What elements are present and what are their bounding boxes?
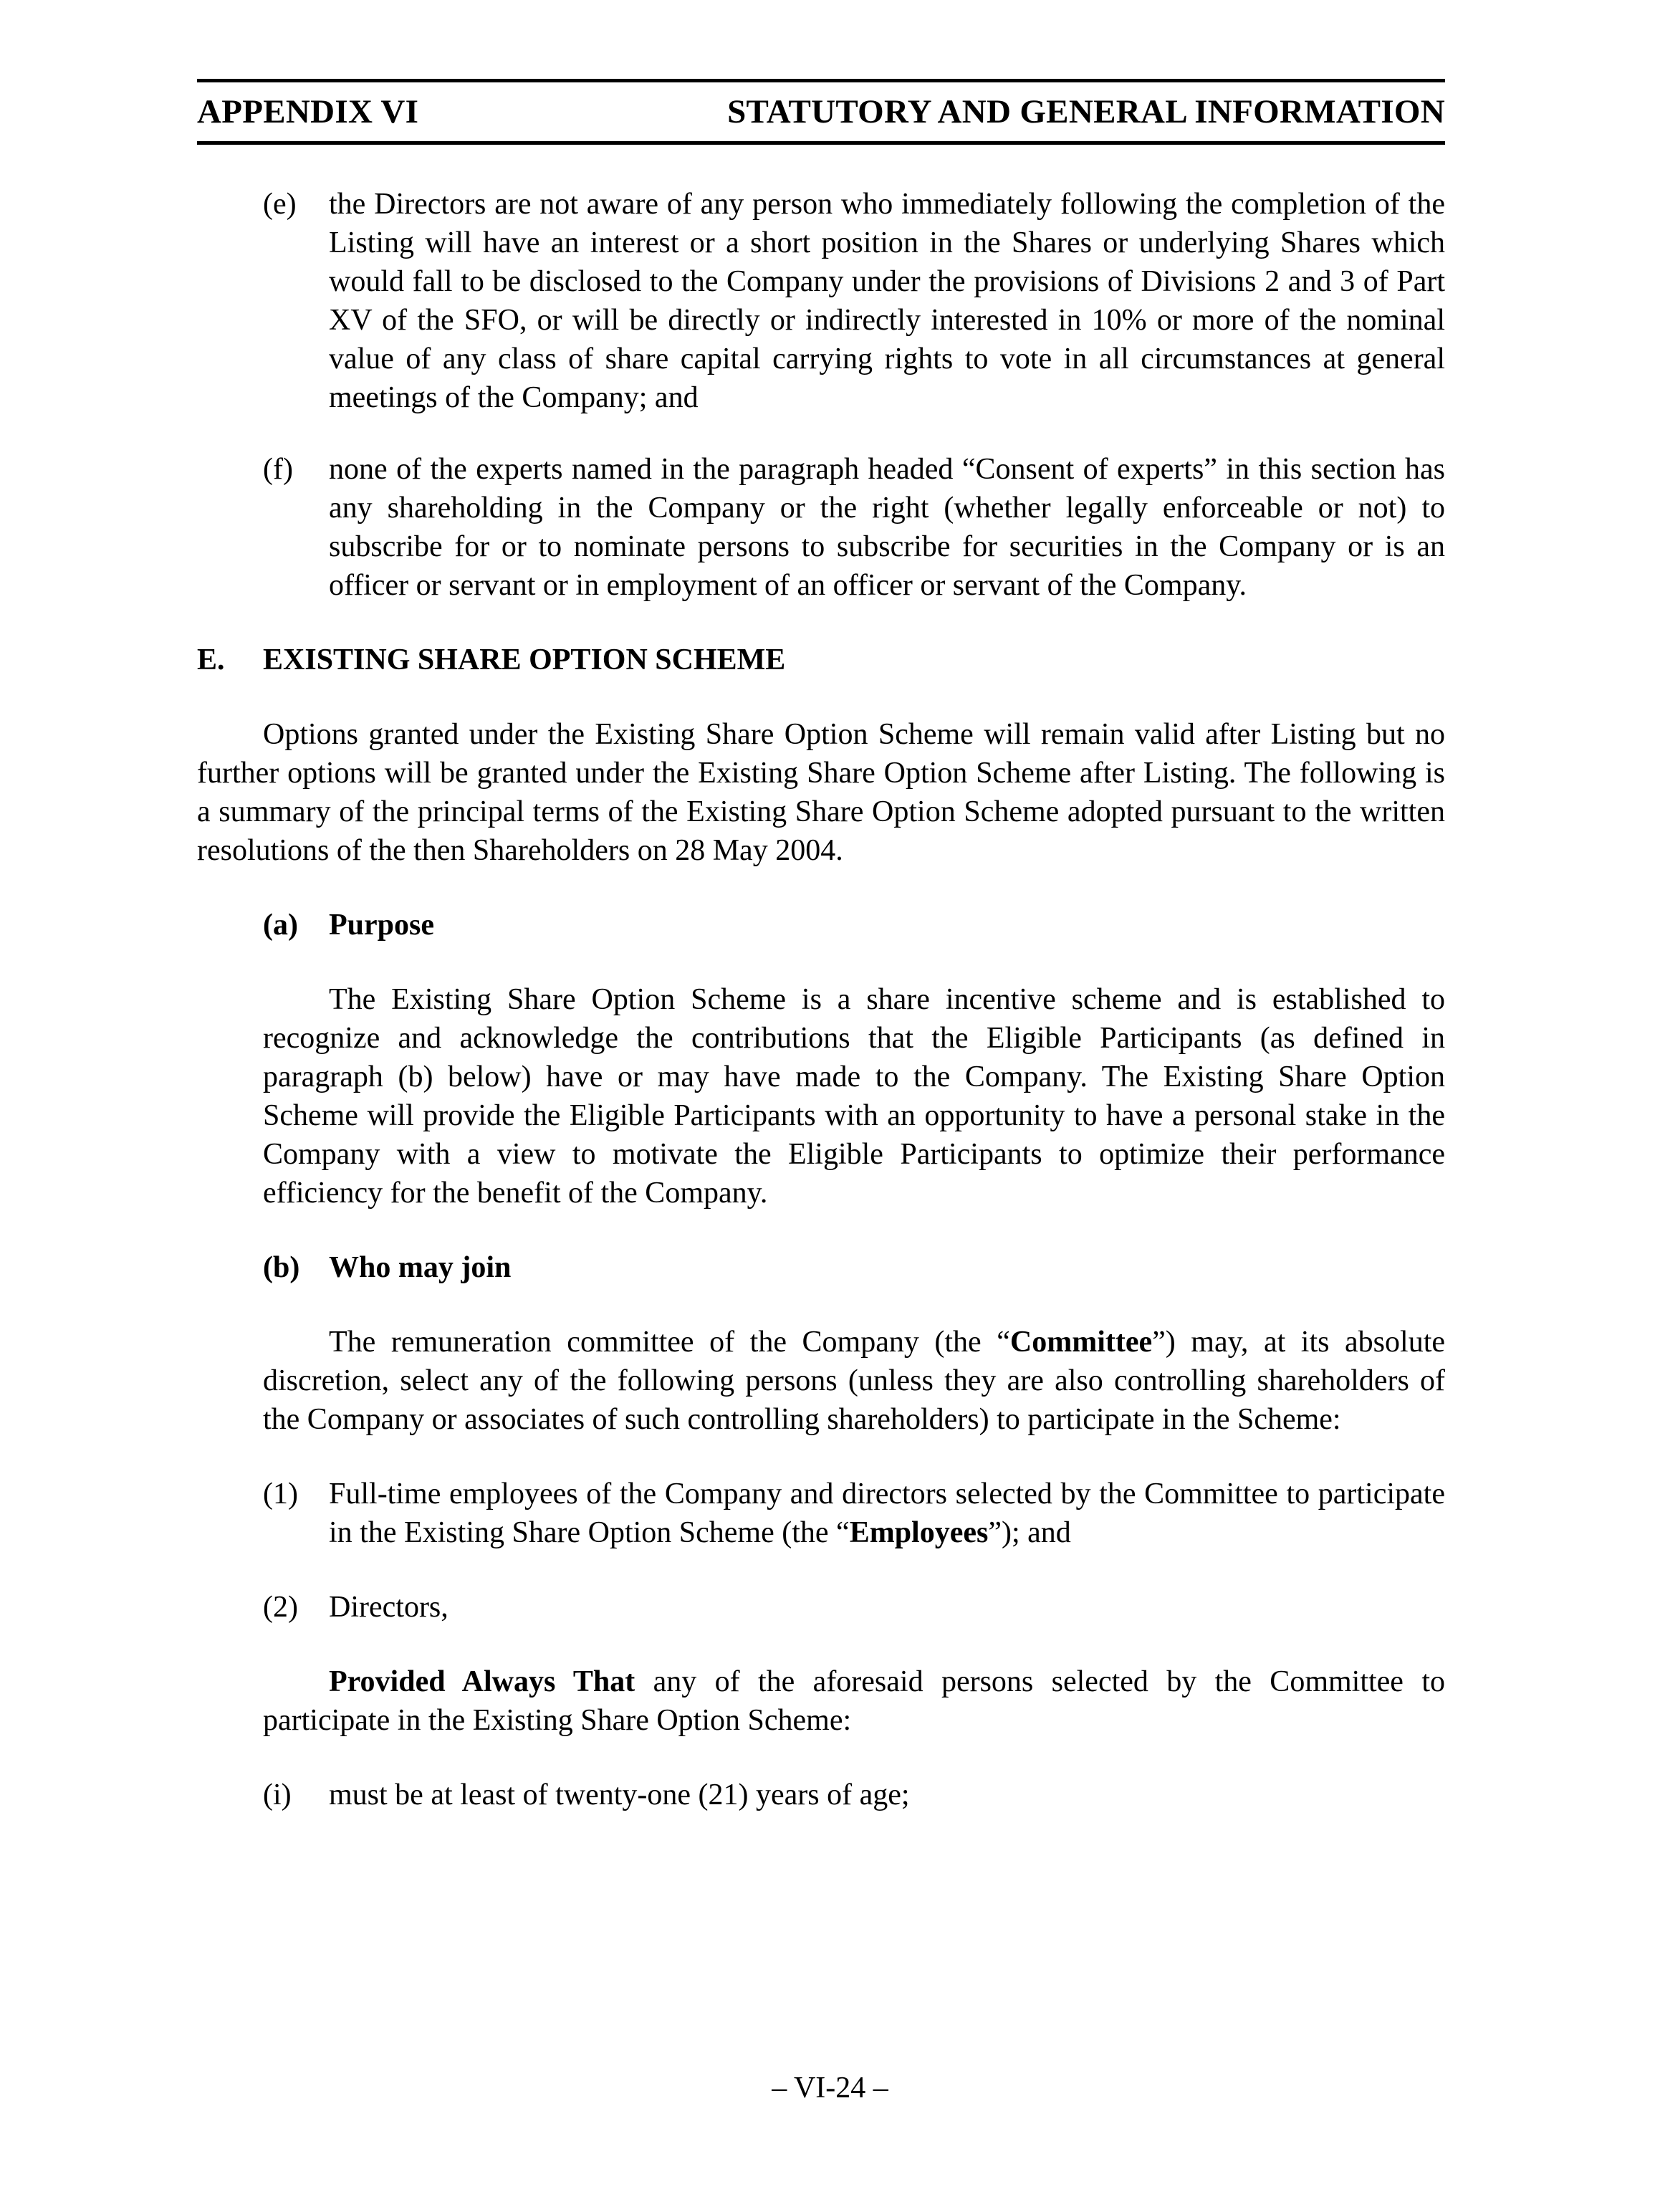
purpose-heading	[263, 906, 1445, 944]
section-label: E.	[197, 643, 225, 676]
list-item-1	[263, 1475, 1445, 1552]
subsection-label: (b)	[263, 1251, 300, 1284]
list-text: must be at least of twenty-one (21) years of age;	[329, 1778, 910, 1811]
appendix-label: APPENDIX VI	[197, 93, 419, 130]
section-e-heading	[197, 641, 1445, 679]
list-item-e	[263, 185, 1445, 417]
page-number: – VI-24 –	[772, 2072, 888, 2105]
purpose-text: The Existing Share Option Scheme is a share incentive scheme and is established to recognize and acknowledge the contributions that the Eligible Participants (as defined in paragraph (b) below) have or may have made to the Company. The Existing Share Option Scheme will provide the Eligible Participants with an opportunity to have a personal stake in the Company with a view to motivate the Eligible Participants to optimize their performance efficiency for the benefit of the Company.	[263, 983, 1445, 1210]
section-heading: STATUTORY AND GENERAL INFORMATION	[727, 93, 1445, 130]
defined-term-employees: Employees	[849, 1516, 989, 1549]
list-text: the Directors are not aware of any person who immediately following the completion of the Listing will have an interest or a short position in the Shares or underlying Shares which would fall to be disclosed to the Company under the provisions of Divisions 2 and 3 of Part XV of the SFO, or will be directly or indirectly interested in 10% or more of the nominal value of any class of share capital carrying rights to vote in all circumstances at general meetings of the Company; and	[329, 188, 1445, 414]
list-label: (f)	[263, 453, 293, 486]
list-label: (e)	[263, 188, 297, 221]
proviso-bold: Provided Always That	[329, 1665, 635, 1698]
page-header	[197, 79, 1445, 145]
subsection-title: Who may join	[329, 1251, 512, 1284]
list-text: Directors,	[329, 1591, 448, 1624]
subsection-title: Purpose	[329, 909, 434, 942]
who-may-join-heading	[263, 1248, 1445, 1287]
page-content	[197, 185, 1445, 1814]
list-text: none of the experts named in the paragraph headed “Consent of experts” in this section has any shareholding in the Company or the right (whether legally enforceable or not) to subscribe for or to nominate persons to subscribe for securities in the Company or is an officer or servant or in employment of an officer or servant of the Company.	[329, 453, 1445, 602]
list-text: Full-time employees of the Company and directors selected by the Committee to participate in the Existing Share Option Scheme (the “Employees”); and	[329, 1478, 1445, 1549]
list-label: (1)	[263, 1478, 298, 1510]
list-label: (i)	[263, 1778, 292, 1811]
list-item-f	[263, 450, 1445, 605]
list-item-2	[263, 1588, 1445, 1627]
list-label: (2)	[263, 1591, 298, 1624]
section-title: EXISTING SHARE OPTION SCHEME	[263, 643, 786, 676]
subsection-label: (a)	[263, 909, 298, 942]
list-item-i	[263, 1776, 1445, 1814]
section-intro: Options granted under the Existing Share Option Scheme will remain valid after Listing but no further options will be granted under the Existing Share Option Scheme after Listing. The following is a summary of the principal terms of the Existing Share Option Scheme adopted pursuant to the written resolutions of the then Shareholders on 28 May 2004.	[197, 718, 1445, 867]
proviso-text: Provided Always That any of the aforesaid persons selected by the Committee to participate in the Existing Share Option Scheme:	[263, 1665, 1445, 1737]
who-may-join-text: The remuneration committee of the Company (the “Committee”) may, at its absolute discretion, select any of the following persons (unless they are also controlling shareholders of the Company or associates of such controlling shareholders) to participate in the Scheme:	[263, 1326, 1445, 1436]
defined-term-committee: Committee	[1009, 1326, 1153, 1359]
